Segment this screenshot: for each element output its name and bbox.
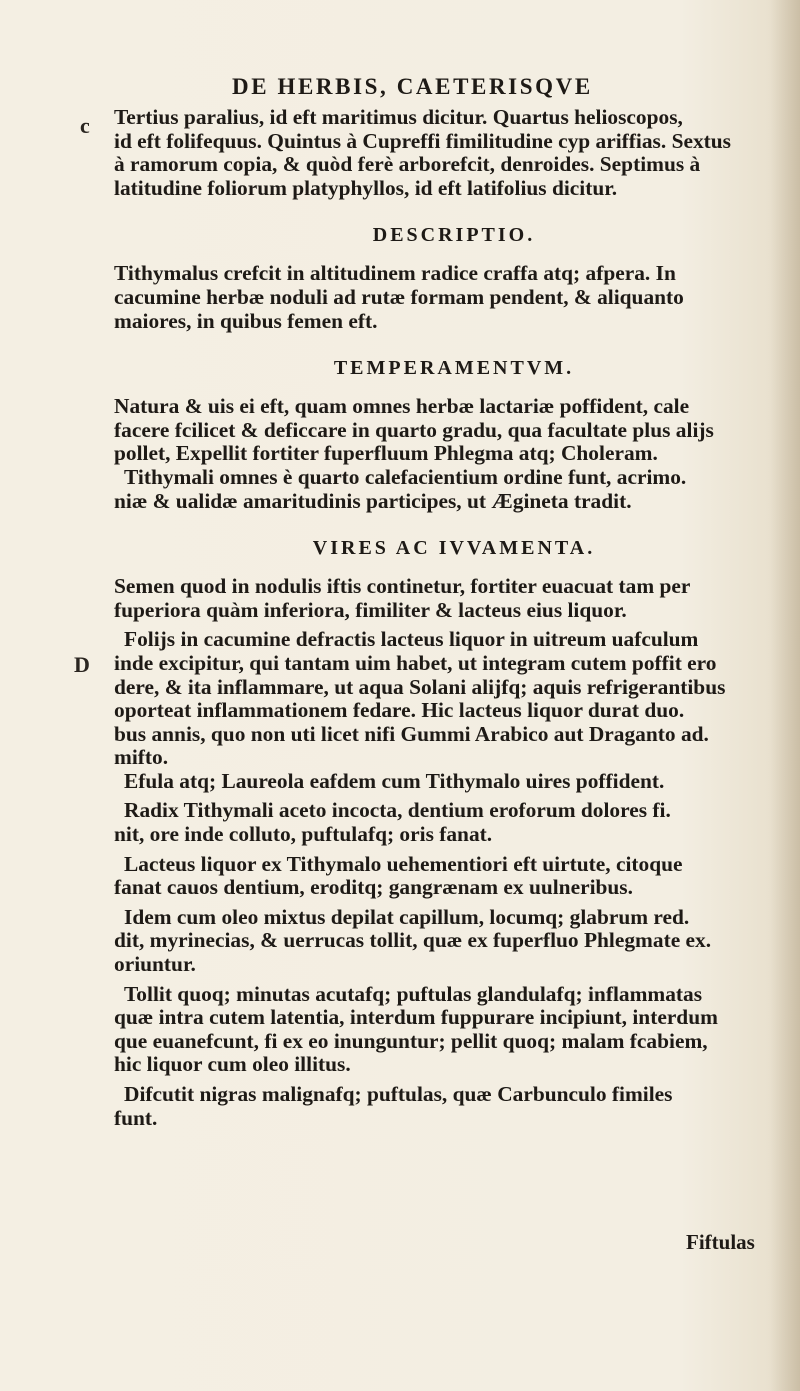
text-line: Tithymalus crefcit in altitudinem radice craffa atq; afpera. In — [114, 261, 676, 286]
text-line: Tollit quoq; minutas acutafq; puftulas glandulafq; inflammatas — [124, 981, 703, 1006]
paragraph-10 — [114, 983, 794, 1077]
text-line: facere fcilicet & deficcare in quarto gradu, qua facultate plus alijs — [114, 417, 714, 442]
paragraph-11 — [114, 1083, 794, 1130]
paragraph-7 — [114, 799, 794, 846]
paragraph-6 — [114, 770, 794, 794]
body-text — [114, 106, 794, 1130]
text-line: pollet, Expellit fortiter fuperfluum Phlegma atq; Choleram. — [114, 441, 658, 466]
running-head: DE HERBIS, CAETERISQVE — [232, 74, 593, 99]
text-line: Difcutit nigras malignafq; puftulas, quæ Carbunculo fimiles — [124, 1082, 673, 1106]
text-line: que euanefcunt, fi ex eo inunguntur; pellit quoq; malam fcabiem, — [114, 1028, 708, 1053]
text-line: cacumine herbæ noduli ad rutæ formam pendent, & aliquanto — [114, 284, 684, 309]
paragraph-3 — [114, 395, 794, 513]
text-line: Efula atq; Laureola eafdem cum Tithymalo uires poffident. — [124, 768, 665, 793]
text-line: dere, & ita inflammare, ut aqua Solani alijfq; aquis refrigerantibus — [114, 674, 726, 699]
text-line: Semen quod in nodulis iftis continetur, fortiter euacuat tam per — [114, 574, 691, 599]
text-line: oriuntur. — [114, 952, 196, 977]
paragraph-4 — [114, 575, 794, 622]
paragraph-8 — [114, 853, 794, 900]
text-line: Folijs in cacumine defractis lacteus liquor in uitreum uafculum — [124, 627, 699, 652]
text-line: quæ intra cutem latentia, interdum fuppurare incipiunt, interdum — [114, 1005, 718, 1030]
text-line: funt. — [114, 1105, 158, 1130]
text-line: niæ & ualidæ amaritudinis participes, ut Ægineta tradit. — [114, 488, 632, 513]
text-line: Idem cum oleo mixtus depilat capillum, locumq; glabrum red. — [124, 904, 690, 929]
margin-letter-d: D — [74, 652, 90, 677]
text-line: maiores, in quibus femen eft. — [114, 308, 378, 333]
heading-vires: VIRES AC IVVAMENTA. — [312, 537, 596, 560]
heading-descriptio: DESCRIPTIO. — [372, 224, 536, 247]
text-line: Natura & uis ei eft, quam omnes herbæ lactariæ poffident, cale — [114, 394, 690, 419]
text-line: dit, myrinecias, & uerrucas tollit, quæ ex fuperfluo Phlegmate ex. — [114, 928, 712, 953]
text-line: bus annis, quo non uti licet nifi Gummi Arabico aut Draganto ad. — [114, 721, 709, 746]
text-line: fanat cauos dentium, eroditq; gangrænam ex uulneribus. — [114, 875, 633, 900]
text-line: latitudine foliorum platyphyllos, id eft latifolius dicitur. — [114, 175, 618, 200]
heading-temperamentum: TEMPERAMENTVM. — [333, 357, 575, 380]
paragraph-9 — [114, 906, 794, 977]
text-line: inde excipitur, qui tantam uim habet, ut integram cutem poffit ero — [114, 650, 717, 675]
text-line: Lacteus liquor ex Tithymalo uehementiori eft uirtute, citoque — [124, 851, 683, 876]
paragraph-2 — [114, 262, 794, 333]
text-line: Tithymali omnes è quarto calefacientium ordine funt, acrimo. — [124, 464, 687, 489]
text-line: Radix Tithymali aceto incocta, dentium eroforum dolores fi. — [124, 798, 671, 823]
text-line: fuperiora quàm inferiora, fimiliter & lacteus eius liquor. — [114, 597, 627, 622]
text-line: Tertius paralius, id eft maritimus dicitur. Quartus helioscopos, — [114, 105, 683, 129]
text-line: à ramorum copia, & quòd ferè arborefcit, denroides. Septimus à — [114, 152, 701, 177]
catchword: Fiftulas — [686, 1230, 755, 1254]
text-line: oporteat inflammationem fedare. Hic lacteus liquor durat duo. — [114, 698, 685, 723]
text-line: hic liquor cum oleo illitus. — [114, 1052, 351, 1077]
text-line: id eft folifequus. Quintus à Cupreffi fimilitudine cyp ariffias. Sextus — [114, 128, 732, 153]
margin-letter-c: c — [80, 113, 90, 138]
text-line: nit, ore inde colluto, puftulafq; oris fanat. — [114, 822, 493, 847]
text-line: mifto. — [114, 745, 169, 770]
paragraph-5 — [114, 628, 794, 770]
paragraph-1 — [114, 106, 794, 200]
